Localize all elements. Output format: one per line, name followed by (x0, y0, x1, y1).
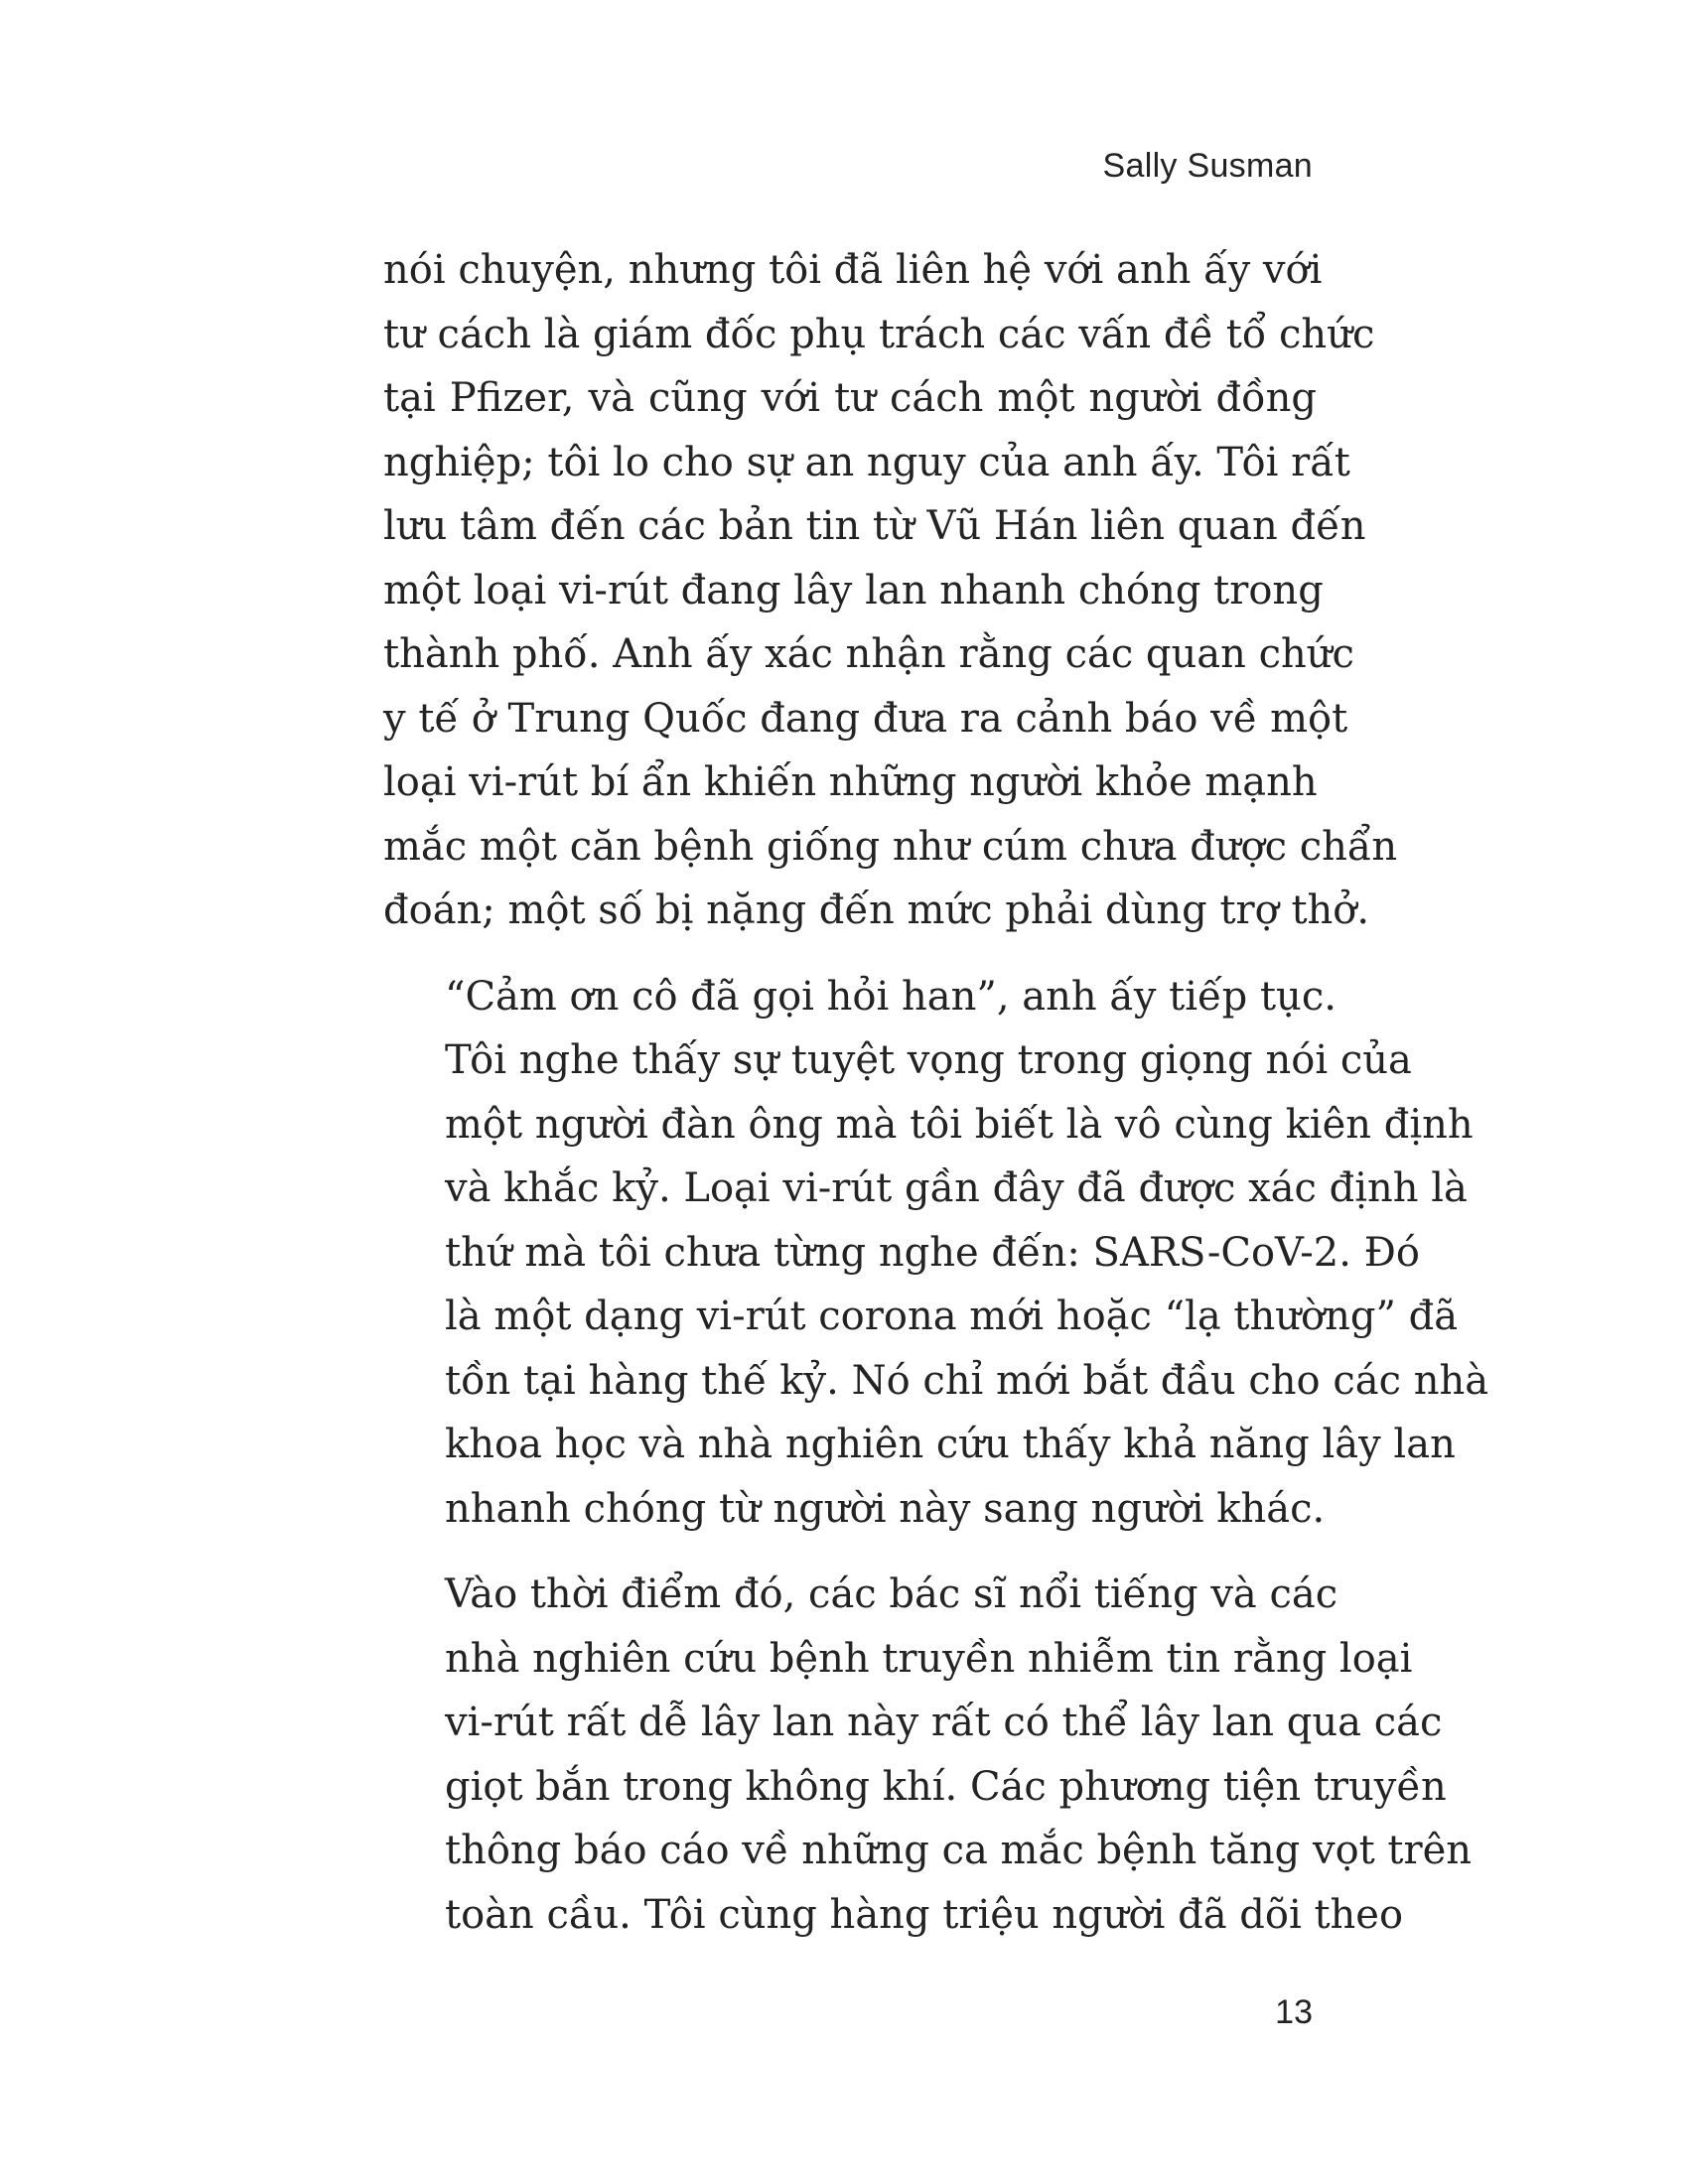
text-line: thành phố. Anh ấy xác nhận rằng các quan chức (383, 631, 1354, 677)
text-line: giọt bắn trong không khí. Các phương tiện truyền (445, 1763, 1447, 1810)
text-line: tại Pfizer, và cũng với tư cách một người đồng (383, 375, 1317, 421)
text-line: nói chuyện, nhưng tôi đã liên hệ với anh ấy với (383, 247, 1323, 293)
text-line: nghiệp; tôi lo cho sự an nguy của anh ấy. Tôi rất (383, 439, 1350, 485)
paragraph-3 (383, 1563, 1473, 1947)
text-line: thông báo cáo về những ca mắc bệnh tăng vọt trên (445, 1828, 1473, 1873)
text-line: Tôi nghe thấy sự tuyệt vọng trong giọng nói của (445, 1037, 1412, 1083)
page-number: 13 (1275, 1993, 1313, 2031)
text-line: là một dạng vi-rút corona mới hoặc “lạ thường” đã (445, 1294, 1459, 1339)
text-line: và khắc kỷ. Loại vi-rút gần đây đã được xác định là (445, 1165, 1468, 1211)
paragraph-1 (383, 238, 1398, 943)
text-line: khoa học và nhà nghiên cứu thấy khả năng lây lan (445, 1422, 1456, 1467)
text-line: thứ mà tôi chưa từng nghe đến: SARS-CoV-2. Đó (445, 1229, 1421, 1276)
text-line: y tế ở Trung Quốc đang đưa ra cảnh báo về một (383, 695, 1348, 742)
text-line: loại vi-rút bí ẩn khiến những người khỏe mạnh (383, 759, 1318, 805)
text-line: đoán; một số bị nặng đến mức phải dùng trợ thở. (383, 887, 1370, 933)
text-line: vi-rút rất dễ lây lan này rất có thể lây lan qua các (445, 1700, 1443, 1745)
text-line: tồn tại hàng thế kỷ. Nó chỉ mới bắt đầu cho các nhà (445, 1357, 1489, 1404)
text-line: mắc một căn bệnh giống như cúm chưa được chẩn (383, 823, 1398, 870)
text-line: nhà nghiên cứu bệnh truyền nhiễm tin rằng loại (445, 1635, 1413, 1682)
text-line: Vào thời điểm đó, các bác sĩ nổi tiếng và các (445, 1571, 1338, 1617)
text-line: lưu tâm đến các bản tin từ Vũ Hán liên quan đến (383, 503, 1366, 549)
text-line: tư cách là giám đốc phụ trách các vấn đề tổ chức (383, 311, 1375, 357)
body-text (383, 238, 1489, 1947)
text-line: nhanh chóng từ người này sang người khác. (445, 1485, 1326, 1532)
running-header-author: Sally Susman (1102, 147, 1313, 185)
text-line: một loại vi-rút đang lây lan nhanh chóng trong (383, 567, 1324, 614)
paragraph-2 (383, 965, 1489, 1542)
text-line: “Cảm ơn cô đã gọi hỏi han”, anh ấy tiếp tục. (445, 973, 1336, 1020)
text-line: một người đàn ông mà tôi biết là vô cùng kiên định (445, 1101, 1474, 1148)
text-line: toàn cầu. Tôi cùng hàng triệu người đã dõi theo (445, 1891, 1404, 1938)
